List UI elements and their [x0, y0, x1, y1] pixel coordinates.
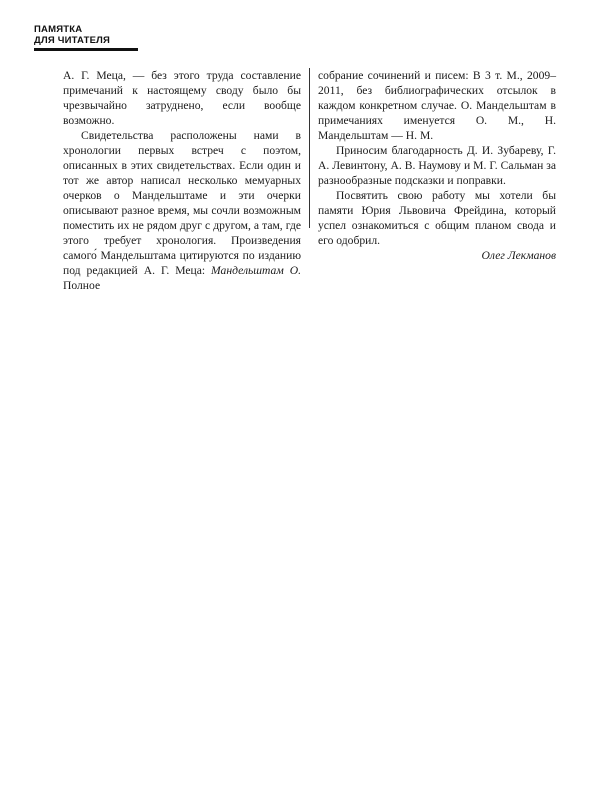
left-paragraph-2-end: Полное	[63, 279, 101, 292]
left-paragraph-2	[63, 128, 301, 293]
right-paragraph-2: Приносим благодарность Д. И. Зубареву, Г. А. Левинтону, А. В. Наумову и М. Г. Сальман за разнообразные подсказки и поправки.	[318, 144, 556, 187]
left-paragraph-1: А. Г. Меца, — без этого труда составление примечаний к настоящему своду было бы чрезвычайно затруднено, если вообще возможно.	[63, 69, 301, 127]
citation-author: Мандельштам О.	[211, 264, 301, 277]
right-paragraph-1: собрание сочинений и писем: В 3 т. М., 2009–2011, без библиографических отсылок в каждом конкретном случае. О. Мандельштам в примечаниях именуется О. М., Н. Мандельштам — Н. М.	[318, 69, 556, 142]
header-title-line-1: ПАМЯТКА	[34, 24, 83, 35]
running-header	[34, 24, 138, 51]
column-divider	[309, 68, 310, 228]
author-signature: Олег Лекманов	[481, 249, 556, 262]
header-rule	[34, 48, 138, 51]
right-paragraph-3: Посвятить свою работу мы хотели бы памяти Юрия Львовича Фрейдина, который успел ознакомиться с общим планом свода и его одобрил.	[318, 189, 556, 247]
left-column	[63, 68, 301, 293]
right-column	[318, 68, 556, 263]
left-paragraph-2-text: Свидетельства расположены нами в хронологии первых встреч с поэтом, описанных в этих свидетельствах. Если один и тот же автор написал несколько мемуарных очерков о Мандельштаме и эти очерки описывают разное время, мы сочли возможным поместить их не рядом друг с другом, а там, где этого требует хронология. Произведения самого́ Мандельштама цитируются по изданию под редакцией А. Г. Меца:	[63, 129, 301, 277]
header-title-line-2: ДЛЯ ЧИТАТЕЛЯ	[34, 35, 111, 46]
